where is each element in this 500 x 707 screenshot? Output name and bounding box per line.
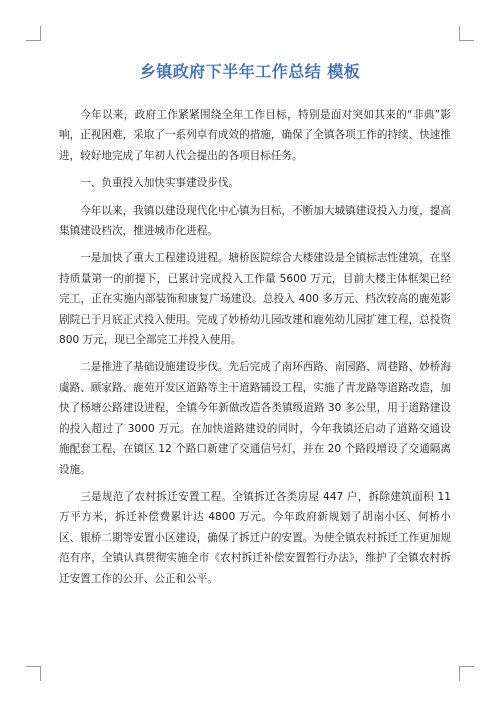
crop-mark-bottom-left bbox=[26, 666, 41, 681]
paragraph-section-1-intro: 今年以来，我镇以建设现代化中心镇为目标，不断加大城镇建设投入力度，提高集镇建设档次，推进城市化进程。 bbox=[59, 204, 451, 238]
paragraph-infrastructure: 二是推进了基础设施建设步伐。先后完成了南环西路、南园路、周巷路、妙桥海虞路、顾家路、鹿苑开发区道路等主干道路铺设工程，实施了青龙路等道路改造，加快了杨塘公路建设进程，全镇今年新做改造各类镇级道路 30 多公里，用于道路建设的投入超过了 3000 万元。在加快道路建设的同时，今年我镇还启动了道路交通设施配套工程，在镇区 12 个路口新建了交通信号灯，并在 20 个路段增设了交通隔离设施。 bbox=[59, 361, 451, 476]
document-title: 乡镇政府下半年工作总结 模板 bbox=[139, 62, 361, 81]
paragraph-resettlement: 三是规范了农村拆迁安置工程。全镇拆迁各类房屋 447 户，拆除建筑面积 11 万平方米，拆迁补偿费累计达 4800 万元。今年政府新规划了胡南小区、何桥小区、银桥二期等安置小区建设，确保了拆迁户的安置。为使全镇农村拆迁工作更加规范有序，全镇认真贯彻实施全市《农村拆迁补偿安置暂行办法》，维护了全镇农村拆迁安置工作的公开、公正和公平。 bbox=[59, 490, 451, 585]
crop-mark-top-right bbox=[459, 26, 474, 41]
paragraph-major-projects: 一是加快了重大工程建设进程。塘桥医院综合大楼建设是全镇标志性建筑，在坚持质量第一的前提下，已累计完成投入工作量 5600 万元，目前大楼主体框架已经完工，正在实施内部装饰和康复广场建设。总投入 400 多万元、档次较高的鹿苑影剧院已于月底正式投入使用。完成了妙桥幼儿园改建和鹿苑幼儿园扩建工程，总投资 800 万元，现已全部完工并投入使用。 bbox=[59, 252, 451, 347]
document-body bbox=[59, 105, 451, 596]
crop-mark-bottom-right bbox=[459, 666, 474, 681]
paragraph-intro: 今年以来，政府工作紧紧围绕全年工作目标，特别是面对突如其来的“非典”影响，正视困难，采取了一系列卓有成效的措施，确保了全镇各项工作的持续、快速推进，较好地完成了年初人代会提出的各项目标任务。 bbox=[59, 109, 451, 162]
section-heading-1: 一、负重投入加快实事建设步伐。 bbox=[80, 177, 240, 190]
crop-mark-top-left bbox=[26, 26, 41, 41]
